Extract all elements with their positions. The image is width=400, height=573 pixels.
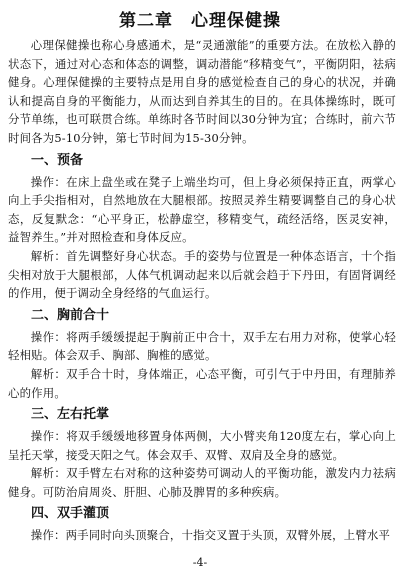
operation-text: 在床上盘坐或在凳子上端坐均可，但上身必须保持正直，两掌心向上手尖指相对，自然地放在大腿根部。按照灵养生精要调整自己的身心状态，反复默念：“心平身正，松静虚空，移精变气，疏经活络，医灵安神，益智养生。”并对照检查和身体反应。	[8, 174, 396, 245]
analysis-label: 解析：	[30, 366, 67, 381]
analysis-text: 首先调整好身心状态。手的姿势与位置是一种体态语言，十个指尖相对放于大腿根部，人体气机调动起来以后就会趋于下丹田，有固肾调经的作用，便于调动全身经络的气血运行。	[8, 248, 396, 301]
operation-label: 操作：	[30, 528, 66, 543]
section-1-analysis	[8, 247, 396, 303]
section-2-analysis	[8, 365, 396, 402]
section-heading-2: 二、胸前合十	[31, 307, 110, 323]
section-4-operation	[8, 526, 396, 545]
section-heading-3: 三、左右托掌	[31, 407, 110, 423]
page-content	[8, 36, 396, 545]
intro-paragraph: 心理保健操也称心身感通术，是“灵通激能”的重要方法。在放松入静的状态下，通过对心态和体态的调整，调动潜能“移精变气”，平衡阴阳，祛病健身。心理保健操的主要特点是用自身的感觉检查自己的身心的状况，并确认和提高自身的平衡能力，从而达到自养其生的目的。在具体操练时，既可分节单练，也可联贯合练。单练时各节时间以30分钟为宜；合练时，前六节时间各为5-10分钟，第七节时间为15-30分钟。	[8, 38, 396, 145]
analysis-label: 解析：	[30, 248, 67, 263]
analysis-text: 双手臂左右对称的这种姿势可调动人的平衡功能，激发内力祛病健身。可防治肩周炎、肝胆、心肺及脾胃的多种疾病。	[8, 466, 396, 499]
analysis-label: 解析：	[30, 466, 67, 481]
section-heading-4: 四、双手灌顶	[31, 506, 110, 522]
operation-text: 两手同时向头顶聚合，十指交叉置于头顶，双臂外展，上臂水平	[65, 528, 391, 543]
section-3-analysis	[8, 464, 396, 501]
page-number: -4-	[192, 556, 208, 569]
operation-text: 将双手缓缓地移置身体两侧，大小臂夹角120度左右，掌心向上呈托天掌，接受天阳之气。体会双手、双臂、双肩及全身的感觉。	[8, 429, 396, 462]
operation-label: 操作：	[30, 429, 67, 444]
section-3-operation	[8, 427, 396, 464]
operation-text: 将两手缓缓提起于胸前正中合十，双手左右用力对称，使掌心轻轻相贴。体会双手、胸部、胸椎的感觉。	[8, 329, 396, 363]
operation-label: 操作：	[30, 174, 67, 189]
section-2-operation	[8, 328, 396, 365]
chapter-title: 第二章 心理保健操	[119, 11, 281, 31]
section-heading-1: 一、预备	[31, 152, 84, 168]
analysis-text: 双手合十时，身体端正，心态平衡，可引气于中丹田，有理肺养心的作用。	[8, 366, 396, 400]
operation-label: 操作：	[30, 329, 67, 344]
section-1-operation	[8, 173, 396, 247]
